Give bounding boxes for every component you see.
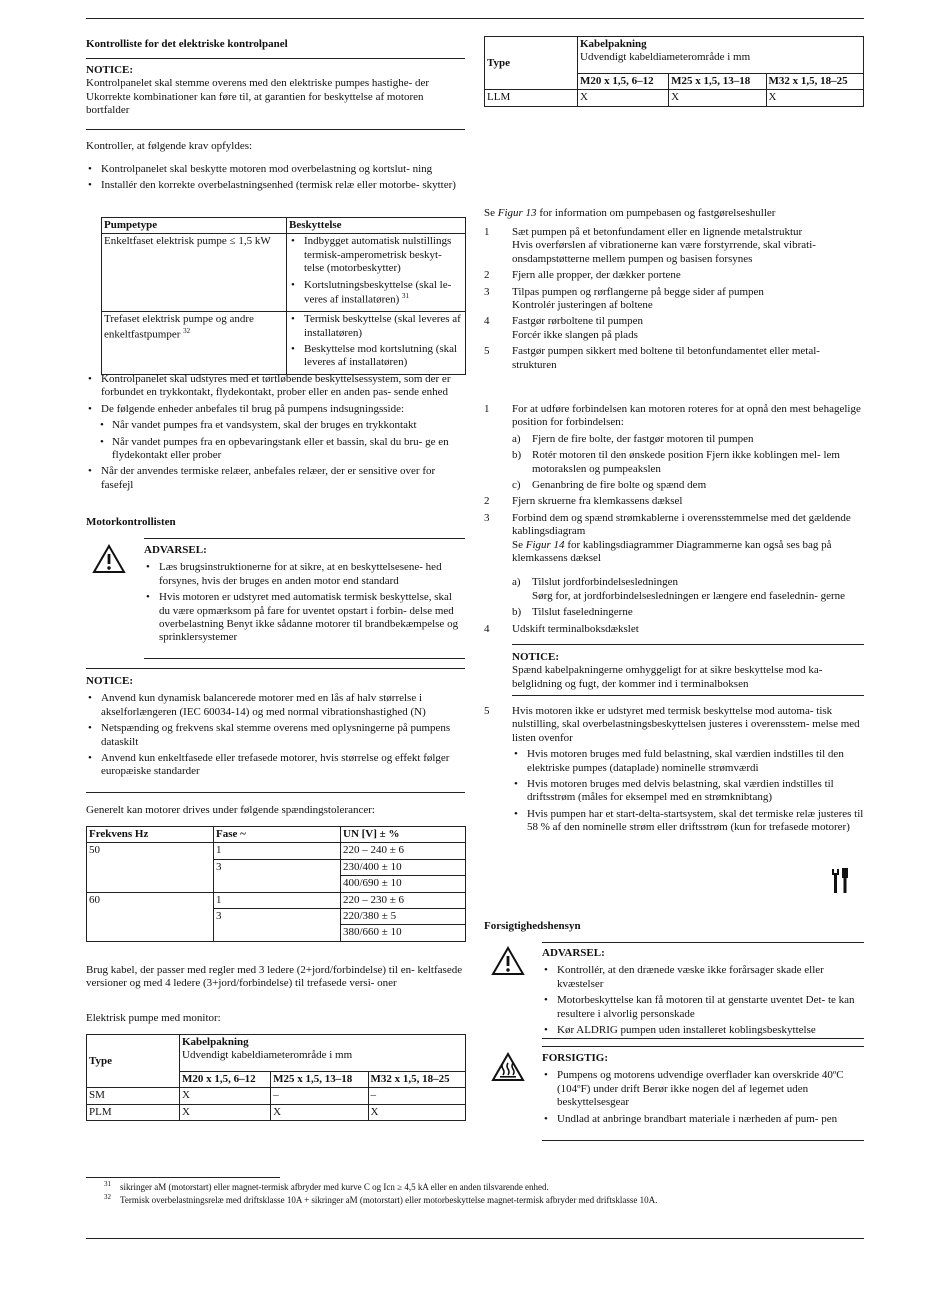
substep-a: a) Tilslut jordforbindelsesledningen Sørg for, at jordforbindelsesledningen er længere end faselednin- gerne bbox=[512, 576, 846, 602]
warning2-heading: ADVARSEL: bbox=[542, 947, 605, 959]
table-cell: 1 bbox=[214, 892, 341, 908]
substep-b: b) Rotér motoren til den ønskede position Fjern ikke koblingen mel- lem motorakslen og pumpeakslen bbox=[512, 449, 840, 475]
notice3 bbox=[512, 651, 864, 691]
table-cell: LLM bbox=[485, 90, 578, 106]
table-cell: 220/380 ± 5 bbox=[341, 909, 466, 925]
table-cell: X bbox=[368, 1104, 465, 1120]
table-cell: Enkeltfaset elektrisk pumpe ≤ 1,5 kW bbox=[102, 234, 287, 312]
cable-table-left bbox=[86, 1034, 466, 1121]
list-item: • Undlad at anbringe brandbart materiale i nærheden af pum- pen bbox=[542, 1113, 864, 1126]
step-5-overload bbox=[484, 705, 864, 838]
list-item: • Kortslutningsbeskyttelse (skal le- veres af installatøren) $^{31}$ bbox=[289, 279, 463, 307]
list-item: • Beskyttelse mod kortslutning (skal leveres af installatøren) bbox=[289, 343, 463, 370]
caution-heading: FORSIGTIG: bbox=[542, 1052, 609, 1064]
step-1: 1 Sæt pumpen på et betonfundament eller en lignende metalstruktur Hvis overførslen af vibrationerne kan være forstyrrende, skal vibrati- onsdampstøtterne mellem pumpen og basisen forsynes bbox=[484, 226, 816, 265]
table-cell: 1 bbox=[214, 843, 341, 859]
list-item: • Kontrollér, at den drænede væske ikke forårsager skade eller kvæstelser bbox=[542, 964, 864, 991]
list-item: • Hvis motoren er udstyret med automatisk termisk beskyttelse, skal du være opmærksom på fare for uventet opstart i forbin- delse med overbelastning Benyt ikke sådanne motorer til brandbekæmpelse og sprinklersystemer bbox=[144, 591, 465, 645]
list-item: • Anvend kun enkeltfasede eller trefasede motorer, hvis størrelse og effekt følger europæiske standarder bbox=[86, 752, 465, 779]
step-2: 2 Fjern alle propper, der dækker portene bbox=[484, 269, 681, 282]
caution bbox=[542, 1052, 864, 1129]
steps-wiring bbox=[484, 403, 864, 639]
table-cell bbox=[287, 234, 466, 312]
table-cell: 50 bbox=[87, 843, 214, 892]
substep-b: b) Tilslut faseledningerne bbox=[512, 606, 633, 619]
notice2-heading: NOTICE: bbox=[86, 675, 134, 687]
notice3-heading: NOTICE: bbox=[512, 651, 560, 663]
protection-table bbox=[101, 217, 466, 375]
notice1-text: Kontrolpanelet skal stemme overens med den elektriske pumpes hastighe- der Ukorrekte kombinationer kan føre til, at garantien for beskyttelse af motoren bortfalder bbox=[86, 77, 430, 117]
table-header: Type bbox=[87, 1035, 180, 1088]
footnote-31: 31 sikringer aM (motorstart) eller magnet-termisk afbryder med kurve C og Icn ≥ 4,5 kA eller en anden tilsvarende enhed. bbox=[104, 1180, 549, 1192]
warning2-bottom-rule bbox=[542, 1038, 864, 1039]
table-header: Kabelpakning Udvendigt kabeldiameterområde i mm bbox=[180, 1035, 466, 1072]
section-title-control-panel: Kontrolliste for det elektriske kontrolpanel bbox=[86, 38, 288, 50]
notice3-bottom-rule bbox=[512, 695, 864, 696]
table-cell: X bbox=[271, 1104, 368, 1120]
table-header: Beskyttelse bbox=[287, 218, 466, 234]
bullets-b bbox=[86, 373, 465, 495]
caution-top-rule bbox=[542, 1046, 864, 1047]
warning1-bottom-rule bbox=[144, 658, 465, 659]
step-3: 3 Tilpas pumpen og rørflangerne på begge sider af pumpen Kontrolér justeringen af boltene bbox=[484, 285, 764, 312]
step-1: 1 For at udføre forbindelsen kan motoren roteres for at opnå den mest behagelige position for forbindelsen: bbox=[484, 403, 861, 429]
step-5: 5 Fastgør pumpen sikkert med boltene til betonfundamentet eller metal- strukturen bbox=[484, 345, 820, 371]
table-header: Kabelpakning Udvendigt kabeldiameterområde i mm bbox=[578, 37, 864, 74]
list-item: • Netspænding og frekvens skal stemme overens med oplysningerne på pumpens dataskilt bbox=[86, 722, 465, 749]
step-3: 3 Forbind dem og spænd strømkablerne i overensstemmelse med det gældende kablingsdiagram Se Figur 14 for kablingsdiagrammer Diagrammerne kan også ses bag på klemkassens dæksel bbox=[484, 511, 851, 565]
footnotes bbox=[100, 1182, 864, 1206]
notice3-text: Spænd kabelpakningerne omhyggeligt for at sikre beskyttelse mod ka- belglidning og fugt, der kommer ind i terminalboksen bbox=[512, 664, 823, 690]
table-cell: X bbox=[180, 1088, 271, 1104]
list-item: • Når vandet pumpes fra et vandsystem, skal der bruges en trykkontakt bbox=[86, 419, 465, 432]
notice2 bbox=[86, 675, 465, 782]
list-item: • Anvend kun dynamisk balancerede motorer med en lås af halv størrelse i akselforlængeren (IEC 60034-14) og med normal vibrationshastighed (N) bbox=[86, 692, 465, 719]
warning1-heading: ADVARSEL: bbox=[144, 544, 207, 556]
table-cell: 400/690 ± 10 bbox=[341, 876, 466, 892]
table-cell: 380/660 ± 10 bbox=[341, 925, 466, 941]
notice1 bbox=[86, 64, 465, 118]
table-cell: 3 bbox=[214, 909, 341, 942]
warning-triangle-icon bbox=[92, 544, 126, 574]
figure13-reference: Se Figur 13 for information om pumpebasen og fastgørelseshuller bbox=[484, 207, 776, 219]
notice3-top-rule bbox=[512, 644, 864, 645]
table-cell: 220 – 240 ± 6 bbox=[341, 843, 466, 859]
table-header: UN [V] ± % bbox=[341, 827, 466, 843]
footnote-rule bbox=[86, 1177, 280, 1178]
footnote-32: 32 Termisk overbelastningsrelæ med driftsklasse 10A + sikringer aM (motorstart) eller motorbeskyttelse magnet-termisk afbryder med driftsklasse 10A. bbox=[104, 1192, 658, 1205]
table-header: Fase ~ bbox=[214, 827, 341, 843]
notice1-bottom-rule bbox=[86, 129, 465, 130]
list-item: • Indbygget automatisk nulstillings termisk-amperometrisk beskyt- telse (motorbeskytter) bbox=[289, 235, 463, 275]
table-cell: X bbox=[669, 90, 766, 106]
table-header: M25 x 1,5, 13–18 bbox=[669, 74, 766, 90]
table-cell: 230/400 ± 10 bbox=[341, 859, 466, 875]
table-cell bbox=[287, 312, 466, 375]
monitor-label: Elektrisk pumpe med monitor: bbox=[86, 1012, 221, 1024]
top-rule bbox=[86, 18, 864, 19]
table-cell: 60 bbox=[87, 892, 214, 941]
list-item: • Når vandet pumpes fra en opbevaringstank eller et bassin, skal du bru- ge en flydekontakt eller prober bbox=[86, 436, 465, 463]
table-cell: SM bbox=[87, 1088, 180, 1104]
step-2: 2 Fjern skruerne fra klemkassens dæksel bbox=[484, 495, 683, 508]
table-cell: X bbox=[180, 1104, 271, 1120]
list-item: • Læs brugsinstruktionerne for at sikre, at en beskyttelsesene- hed forsynes, hvis der bruges en anden motor end standard bbox=[144, 561, 465, 588]
warning1-top-rule bbox=[144, 538, 465, 539]
caution-bottom-rule bbox=[542, 1140, 864, 1141]
table-header: Type bbox=[485, 37, 578, 90]
notice2-top-rule bbox=[86, 668, 465, 669]
warning2-top-rule bbox=[542, 942, 864, 943]
list-item: • Kontrolpanelet skal beskytte motoren mod overbelastning og kortslut- ning bbox=[86, 163, 465, 176]
notice1-top-rule bbox=[86, 58, 465, 59]
table-header: M25 x 1,5, 13–18 bbox=[271, 1072, 368, 1088]
section-title-precautions: Forsigtighedshensyn bbox=[484, 920, 581, 932]
check-intro: Kontroller, at følgende krav opfyldes: bbox=[86, 140, 253, 152]
table-header: M20 x 1,5, 6–12 bbox=[578, 74, 669, 90]
table-cell: X bbox=[578, 90, 669, 106]
substep-c: c) Genanbring de fire bolte og spænd dem bbox=[512, 479, 707, 492]
table-cell: PLM bbox=[87, 1104, 180, 1120]
list-item: • Hvis pumpen har et start-delta-startsystem, skal det termiske relæ justeres til 58 % af den nominelle strøm eller driftsstrøm (kun for trefasede motorer) bbox=[512, 808, 864, 835]
voltage-intro: Generelt kan motorer drives under følgende spændingstolerancer: bbox=[86, 804, 375, 816]
list-item: • Når der anvendes termiske relæer, anbefales relæer, der er sensitive over for fasefejl bbox=[86, 465, 465, 492]
table-cell: X bbox=[766, 90, 863, 106]
list-item: • Pumpens og motorens udvendige overflader kan overskride 40ºC (104ºF) under drift Berør ikke nogen del af legemet uden beskyttelsesgear bbox=[542, 1069, 864, 1109]
table-header: Frekvens Hz bbox=[87, 827, 214, 843]
table-cell: Trefaset elektrisk pumpe og andre enkeltfastpumper $^{32}$ bbox=[102, 312, 287, 375]
list-item: • Hvis motoren bruges med fuld belastning, skal værdien indstilles til den elektriske pumpes (dataplade) nominelle strømværdi bbox=[512, 748, 864, 775]
table-cell: 3 bbox=[214, 859, 341, 892]
warning-triangle-icon bbox=[491, 946, 525, 976]
warning2 bbox=[542, 947, 864, 1040]
bottom-rule bbox=[86, 1238, 864, 1239]
step-4: 4 Udskift terminalboksdækslet bbox=[484, 622, 639, 635]
list-item: • Hvis motoren bruges med delvis belastning, skal værdien indstilles til driftsstrøm (måles for eksempel med en strømknibtang) bbox=[512, 778, 864, 805]
list-item: • Termisk beskyttelse (skal leveres af installatøren) bbox=[289, 313, 463, 340]
tools-icon bbox=[832, 868, 850, 894]
table-header: Pumpetype bbox=[102, 218, 287, 234]
cable-table-right bbox=[484, 36, 864, 107]
table-cell: – bbox=[368, 1088, 465, 1104]
steps-mounting bbox=[484, 226, 864, 375]
notice1-heading: NOTICE: bbox=[86, 64, 134, 76]
table-cell: 220 – 230 ± 6 bbox=[341, 892, 466, 908]
bullets-a bbox=[86, 163, 465, 196]
cable-text: Brug kabel, der passer med regler med 3 ledere (2+jord/forbindelse) til en- keltfasede versioner og med 4 ledere (3+jord/forbindelse) til trefasede versi- oner bbox=[86, 964, 463, 990]
list-item: • Motorbeskyttelse kan få motoren til at genstarte uventet Det- te kan resultere i alvorlig personskade bbox=[542, 994, 864, 1021]
section-title-motor-checklist: Motorkontrollisten bbox=[86, 516, 176, 528]
table-cell: – bbox=[271, 1088, 368, 1104]
list-item: • Installér den korrekte overbelastningsenhed (termisk relæ eller motorbe- skytter) bbox=[86, 179, 465, 192]
table-header: M32 x 1,5, 18–25 bbox=[766, 74, 863, 90]
step-4: 4 Fastgør rørboltene til pumpen Forcér ikke slangen på plads bbox=[484, 315, 644, 341]
list-item: • Kør ALDRIG pumpen uden installeret koblingsbeskyttelse bbox=[542, 1024, 864, 1037]
table-header: M20 x 1,5, 6–12 bbox=[180, 1072, 271, 1088]
list-item: • Kontrolpanelet skal udstyres med et tørtløbende beskyttelsessystem, som der er forbundet en trykkontakt, flydekontakt, prober eller en anden pas- sende enhed bbox=[86, 373, 465, 400]
warning1 bbox=[144, 544, 465, 648]
table-header: M32 x 1,5, 18–25 bbox=[368, 1072, 465, 1088]
list-item: • De følgende enheder anbefales til brug på pumpens indsugningsside: bbox=[86, 403, 465, 416]
hot-surface-icon bbox=[491, 1052, 525, 1082]
step-5: 5 Hvis motoren ikke er udstyret med termisk beskyttelse mod automa- tisk nulstilling, skal overbelastningsbeskyttelsen justeres i overensstem- melse med listen ovenfor bbox=[484, 705, 860, 744]
substep-a: a) Fjern de fire bolte, der fastgør motoren til pumpen bbox=[512, 432, 754, 445]
notice2-bottom-rule bbox=[86, 792, 465, 793]
voltage-table bbox=[86, 826, 466, 942]
